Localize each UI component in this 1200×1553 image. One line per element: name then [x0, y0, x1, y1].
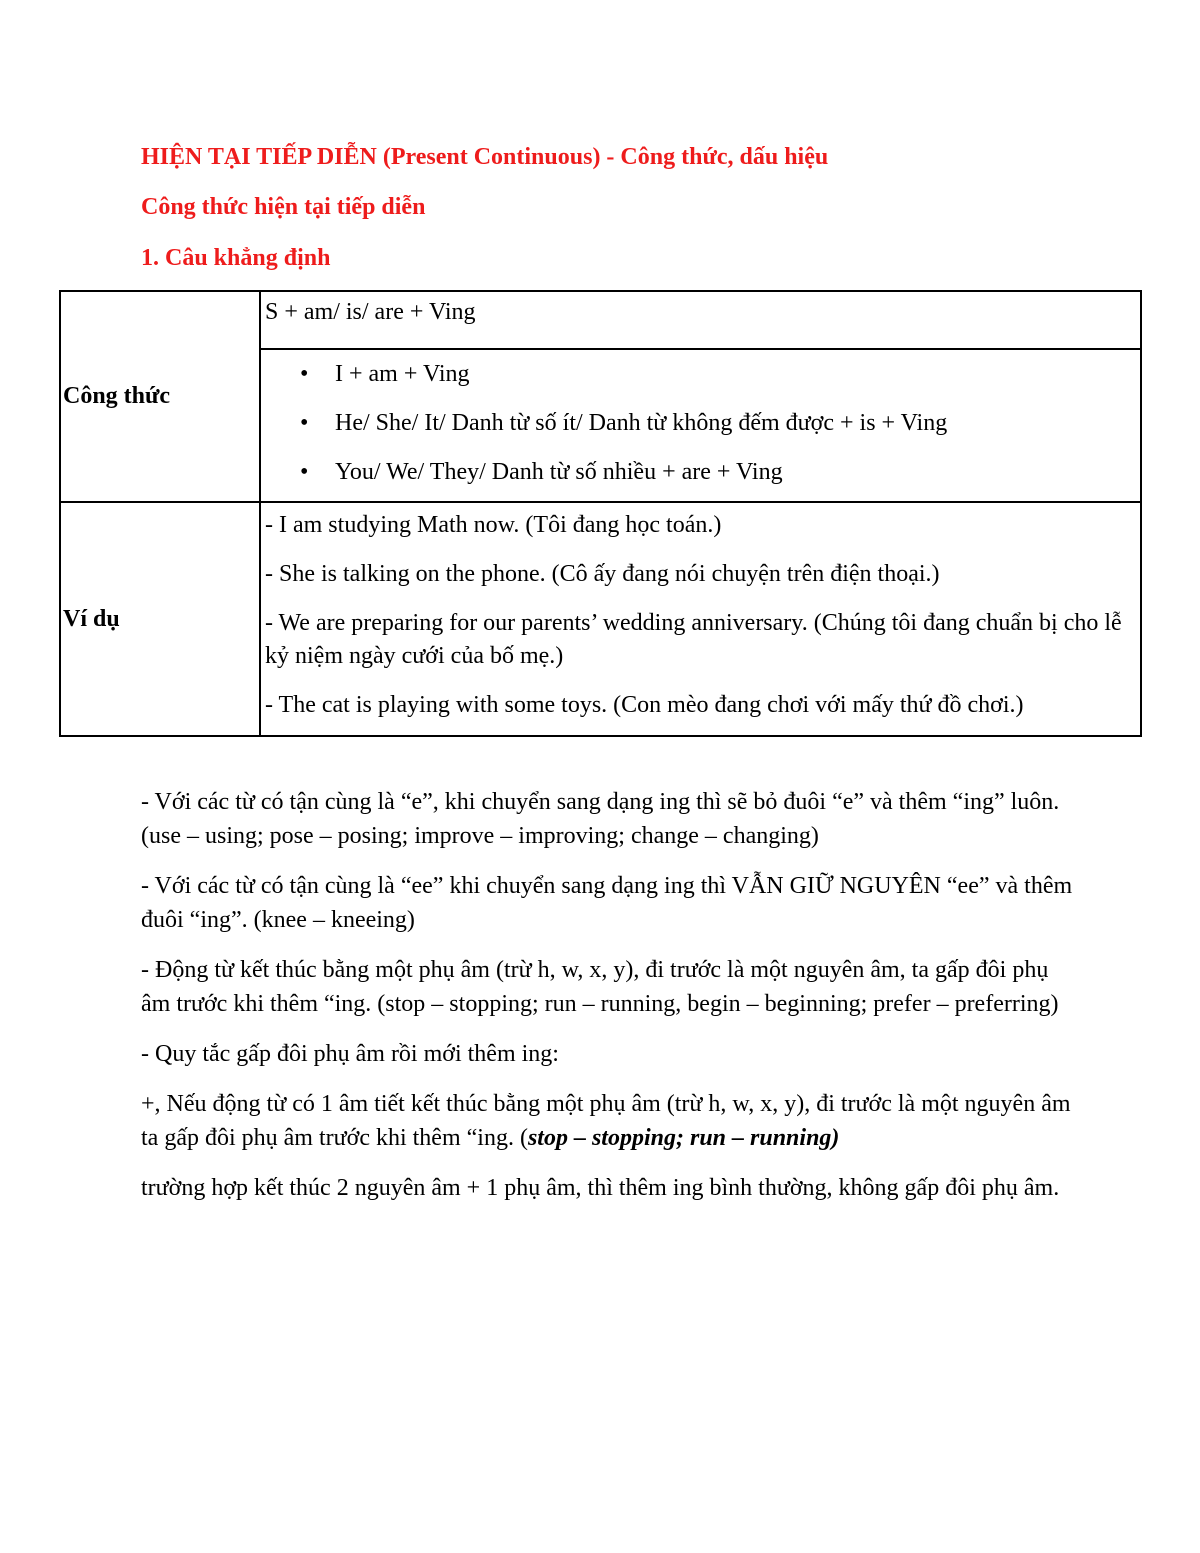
bullet-icon: •: [300, 361, 309, 387]
formula-bullets-cell: [260, 349, 1141, 502]
formula-label: Công thức: [63, 383, 171, 409]
table-row: [60, 291, 1141, 349]
note-rule-emphasis: stop – stopping; run – running): [527, 1125, 840, 1151]
notes-section: [141, 785, 1081, 1221]
note-rule-paragraph: [141, 1087, 1081, 1155]
formula-label-cell: [60, 291, 260, 502]
note-paragraph: - Với các từ có tận cùng là “e”, khi chuyển sang dạng ing thì sẽ bỏ đuôi “e” và thêm “ing” luôn. (use – using; pose – posing; improve – improving; change – changing): [141, 789, 1060, 849]
formula-item-text: I + am + Ving: [335, 361, 470, 387]
list-item: [265, 456, 1136, 489]
note-paragraph: - Quy tắc gấp đôi phụ âm rồi mới thêm ing:: [141, 1041, 559, 1067]
formula-item-text: He/ She/ It/ Danh từ số ít/ Danh từ không đếm được + is + Ving: [335, 410, 948, 436]
examples-cell: [260, 502, 1141, 736]
example-sentence: - We are preparing for our parents’ wedding anniversary. (Chúng tôi đang chuẩn bị cho lễ kỷ niệm ngày cưới của bố mẹ.): [265, 610, 1122, 669]
example-sentence: - I am studying Math now. (Tôi đang học toán.): [265, 512, 722, 538]
table-row: [60, 502, 1141, 736]
example-sentence: - The cat is playing with some toys. (Con mèo đang chơi với mấy thứ đồ chơi.): [265, 692, 1024, 718]
note-paragraph: trường hợp kết thúc 2 nguyên âm + 1 phụ âm, thì thêm ing bình thường, không gấp đôi phụ âm.: [141, 1175, 1060, 1201]
grammar-table: [59, 290, 1142, 737]
example-sentence: - She is talking on the phone. (Cô ấy đang nói chuyện trên điện thoại.): [265, 561, 940, 587]
bullet-icon: •: [300, 459, 309, 485]
document-subtitle: Công thức hiện tại tiếp diễn: [141, 194, 426, 220]
formula-text: S + am/ is/ are + Ving: [265, 299, 476, 325]
note-paragraph: - Động từ kết thúc bằng một phụ âm (trừ h, w, x, y), đi trước là một nguyên âm, ta gấp đôi phụ âm trước khi thêm “ing. (stop – stopping; run – running, begin – beginning; prefer – preferring): [141, 957, 1059, 1017]
example-label-cell: [60, 502, 260, 736]
bullet-icon: •: [300, 410, 309, 436]
list-item: [265, 358, 1136, 391]
section-heading: 1. Câu khẳng định: [141, 245, 331, 271]
formula-item-text: You/ We/ They/ Danh từ số nhiều + are + Ving: [335, 459, 783, 485]
note-paragraph: - Với các từ có tận cùng là “ee” khi chuyển sang dạng ing thì VẪN GIỮ NGUYÊN “ee” và thêm đuôi “ing”. (knee – kneeing): [141, 873, 1073, 933]
note-rule-text: +, Nếu động từ có 1 âm tiết kết thúc bằng một phụ âm (trừ h, w, x, y), đi trước là một nguyên âm ta gấp đôi phụ âm trước khi thêm “ing. (: [141, 1091, 1071, 1151]
formula-cell: [260, 291, 1141, 349]
document-title: HIỆN TẠI TIẾP DIỄN (Present Continuous) - Công thức, dấu hiệu: [141, 144, 829, 170]
formula-bullet-list: [265, 358, 1136, 489]
list-item: [265, 407, 1136, 440]
example-label: Ví dụ: [63, 605, 120, 632]
